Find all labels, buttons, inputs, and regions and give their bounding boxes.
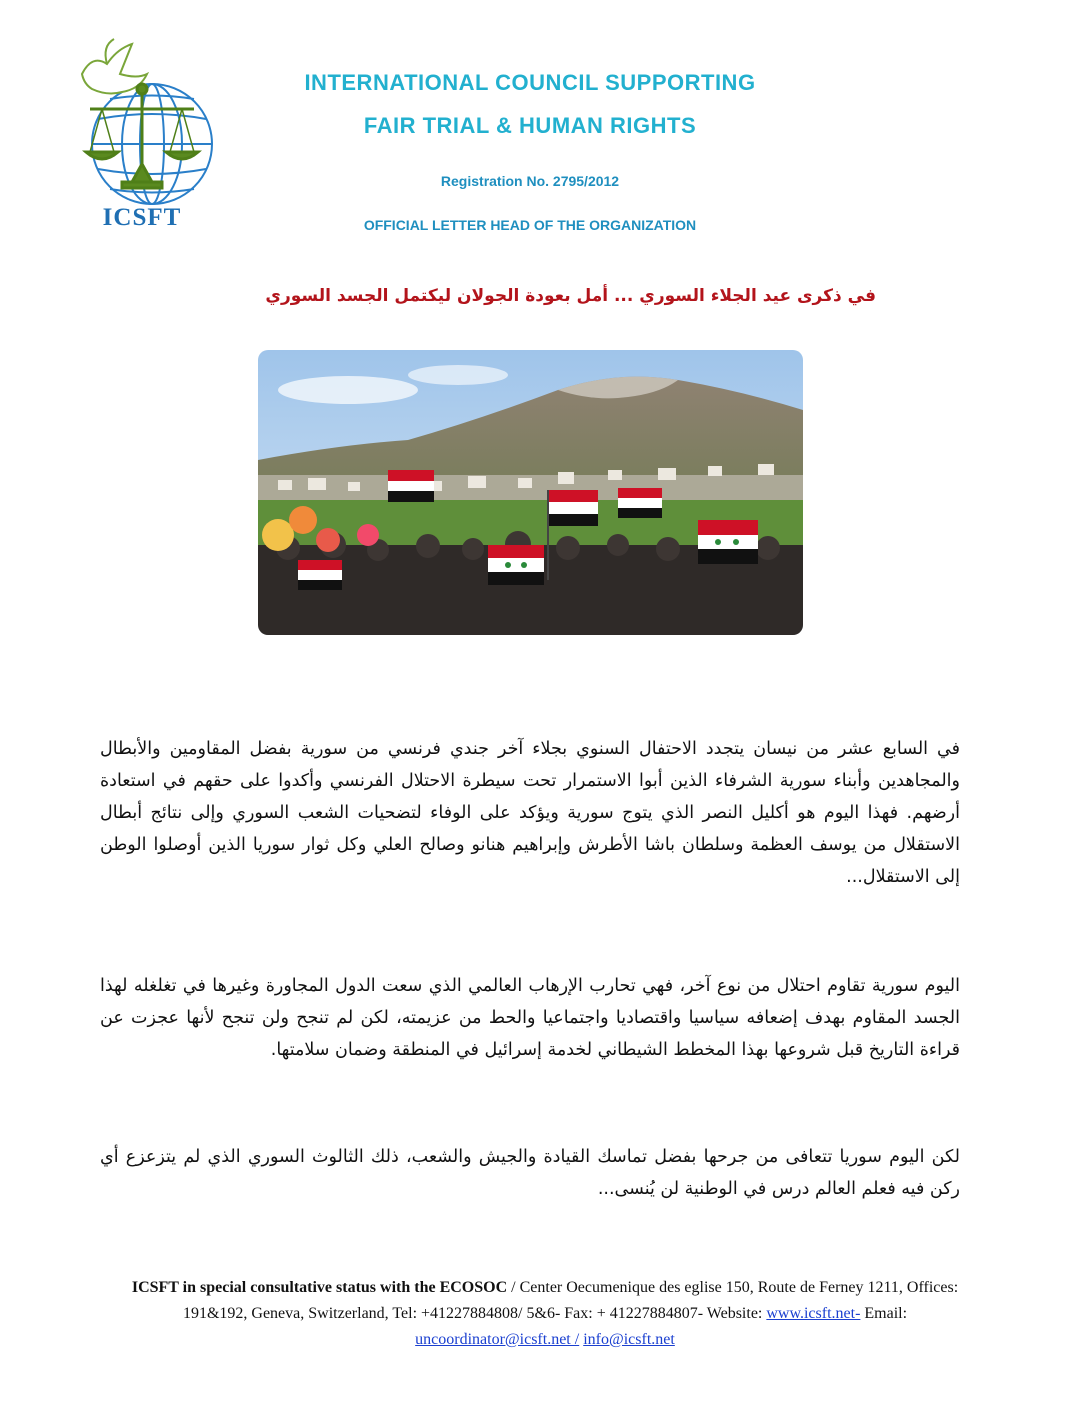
footer-consultative-status: ICSFT in special consultative status with the ECOSOC	[131, 1279, 508, 1296]
official-letterhead-label: OFFICIAL LETTER HEAD OF THE ORGANIZATION	[363, 217, 697, 233]
org-name-line2: FAIR TRIAL & HUMAN RIGHTS	[363, 113, 697, 138]
article-headline: في ذكرى عيد الجلاء السوري ... أمل بعودة الجولان ليكتمل الجسد السوري	[265, 286, 876, 306]
website-link[interactable]: www.icsft.net-	[766, 1305, 861, 1322]
org-name-line1: INTERNATIONAL COUNCIL SUPPORTING	[304, 70, 756, 95]
letterhead-footer	[120, 1275, 970, 1353]
footer-email-label: Email:	[860, 1305, 908, 1322]
organization-logo	[62, 34, 222, 234]
article-paragraph-3: لكن اليوم سوريا تتعافى من جرحها بفضل تماسك القيادة والجيش والشعب، ذلك الثالوث السوري الذي لم يتزعزع أي ركن فيه فعلم العالم درس في الوطنية لن يُنسى...	[100, 1147, 960, 1199]
article-photo	[258, 350, 803, 635]
golan-protest-photo	[258, 350, 803, 635]
email-link-uncoordinator[interactable]: uncoordinator@icsft.net /	[415, 1331, 580, 1348]
email-link-info[interactable]: info@icsft.net	[583, 1331, 675, 1348]
registration-number: Registration No. 2795/2012	[440, 173, 620, 189]
article-paragraph-1: في السابع عشر من نيسان يتجدد الاحتفال السنوي بجلاء آخر جندي فرنسي من سورية بفضل المقاومين والأبطال والمجاهدين وأبناء سورية الشرفاء الذين أبوا الاستمرار تحت سيطرة الاحتلال الفرنسي وأكدوا على حقهم في استعادة أرضهم. فهذا اليوم هو أكليل النصر الذي يتوج سورية ويؤكد على الوفاء لتضحيات الشعب السوري وإلى نتائج أبطال الاستقلال من يوسف العظمة وسلطان باشا الأطرش وإبراهيم هنانو وصالح العلي وكل ثوار سوريا الذين أوصلوا الوطن إلى الاستقلال...	[100, 739, 960, 887]
globe-scales-dove-icon	[62, 34, 222, 209]
footer-address-text: / Center Oecumenique des eglise 150, Route de Ferney 1211, Offices: 191&192, Geneva, Switzerland, Tel: +41227884808/ 5&6- Fax: + 41227884807- Website:	[182, 1279, 959, 1322]
logo-text: ICSFT	[102, 204, 182, 231]
article-paragraph-2: اليوم سورية تقاوم احتلال من نوع آخر، فهي تحارب الإرهاب العالمي الذي سعت الدول المجاورة وغيرها في تغلغله لهذا الجسد المقاوم بهدف إضعافه سياسيا واقتصاديا واجتماعيا والحط من عزيمته، لكن لم تنجح ولن تنجح لأنها عجزت عن قراءة التاريخ قبل شروعها بهذا المخطط الشيطاني لخدمة إسرائيل في المنطقة وضمان سلامتها.	[100, 976, 960, 1060]
